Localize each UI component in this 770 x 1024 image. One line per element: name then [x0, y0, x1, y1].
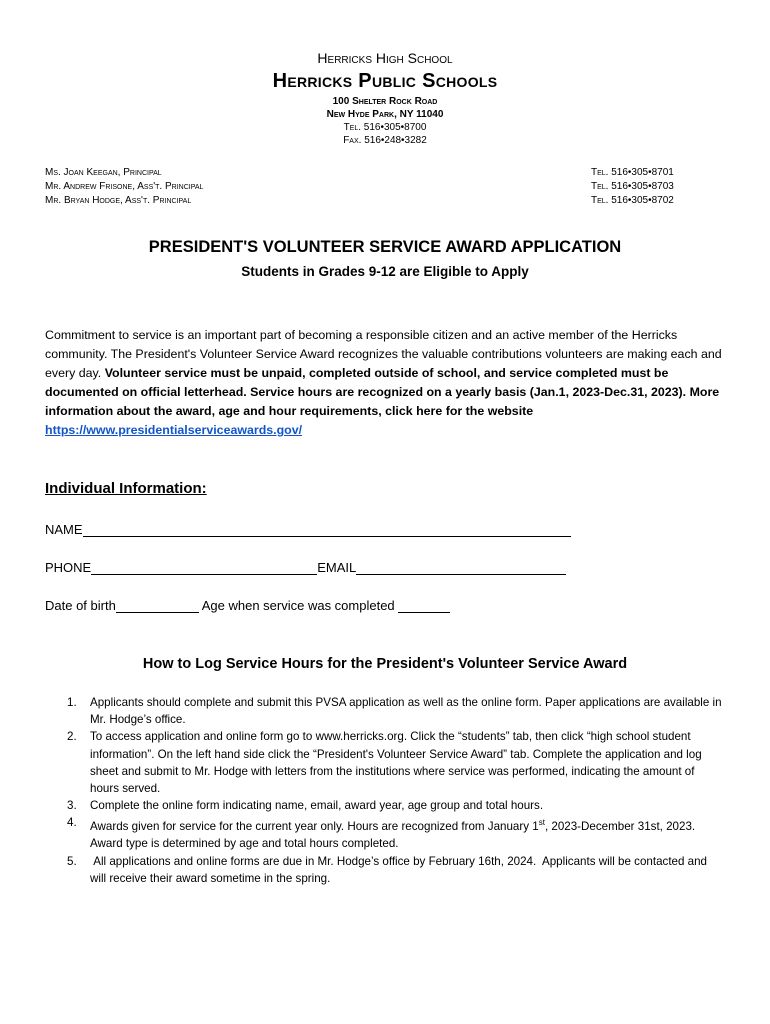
step-text: Awards given for service for the current year only. Hours are recognized from January 1	[90, 820, 539, 834]
address-line-2: New Hyde Park, NY 11040	[326, 109, 444, 120]
age-field[interactable]	[398, 598, 450, 613]
step-text: Complete the online form indicating name, email, award year, age group and total hours.	[90, 799, 544, 813]
intro-paragraph	[45, 326, 735, 440]
intro-requirements: Volunteer service must be unpaid, completed outside of school, and service completed must be documented on official letterhead. Service hours are recognized on a yearly basis (Jan.1, 2023-Dec.31, 2023). More information about the award, age and hour requirements, click here for the website	[45, 366, 720, 418]
name-label: NAME	[45, 522, 83, 537]
age-label: Age when service was completed	[198, 598, 399, 613]
staff-name-principal: Ms. Joan Keegan, Principal	[45, 167, 162, 178]
name-field[interactable]	[83, 522, 571, 537]
contact-row	[45, 560, 566, 575]
staff-phone-principal: Tel. 516•305•8701	[591, 167, 674, 178]
staff-phones	[591, 166, 674, 208]
staff-names	[45, 166, 203, 208]
phone-field[interactable]	[91, 560, 317, 575]
page-subtitle: Students in Grades 9-12 are Eligible to Apply	[241, 264, 529, 279]
dob-field[interactable]	[116, 598, 199, 613]
step-text-cont: , 2023-December 31st, 2023. Award type is determined by age and total hours completed.	[90, 820, 696, 851]
email-label: EMAIL	[317, 560, 357, 575]
step-number: 1.	[67, 696, 77, 709]
list-item	[45, 797, 725, 814]
page-title: PRESIDENT'S VOLUNTEER SERVICE AWARD APPLICATION	[148, 238, 622, 256]
intro-text: Commitment to service is an important part of becoming a responsible citizen and an active member of the Herricks community. The President's Volunteer Service Award recognizes the valuable contributions volunteers are making each and every day.	[45, 328, 722, 380]
step-number: 4.	[67, 816, 77, 830]
main-phone: Tel. 516•305•8700	[343, 122, 427, 133]
staff-phone-asst-principal-2: Tel. 516•305•8702	[591, 195, 674, 206]
list-item	[45, 853, 725, 887]
howto-steps	[45, 694, 725, 887]
individual-info-heading: Individual Information:	[45, 480, 207, 497]
step-number: 5.	[67, 854, 77, 868]
email-field[interactable]	[356, 560, 566, 575]
age-row	[45, 598, 450, 613]
step-text: To access application and online form go to www.herricks.org. Click the “students” tab, then click “high school student information”. On the left hand side click the “President's Volunteer Service Award” tab. Complete the application and log sheet and submit to Mr. Hodge with letters from the institutions where service was performed, indicating the amount of hours served.	[90, 730, 702, 796]
howto-heading: How to Log Service Hours for the President's Volunteer Service Award	[142, 656, 628, 672]
step-number: 2.	[67, 730, 77, 744]
main-fax: Fax. 516•248•3282	[343, 135, 427, 146]
list-item	[45, 814, 725, 852]
step-number: 3.	[67, 799, 77, 813]
award-website-link[interactable]: https://www.presidentialserviceawards.gov/	[45, 423, 303, 437]
list-item	[45, 694, 725, 728]
superscript: st	[538, 818, 545, 828]
staff-name-asst-principal-2: Mr. Bryan Hodge, Ass't. Principal	[45, 195, 192, 206]
name-row	[45, 522, 571, 537]
step-text: Applicants should complete and submit this PVSA application as well as the online form. Paper applications are available in Mr. Hodge’s office.	[90, 696, 722, 727]
phone-label: PHONE	[45, 560, 92, 575]
school-name: Herricks High School	[317, 50, 453, 66]
district-name: Herricks Public Schools	[272, 70, 498, 92]
address-line-1: 100 Shelter Rock Road	[332, 96, 438, 107]
step-text: All applications and online forms are due in Mr. Hodge’s office by February 16th, 2024. Applicants will be contacted and will receive their award sometime in the spring.	[90, 854, 711, 885]
dob-label: Date of birth	[45, 598, 116, 613]
staff-phone-asst-principal-1: Tel. 516•305•8703	[591, 181, 674, 192]
staff-name-asst-principal-1: Mr. Andrew Frisone, Ass't. Principal	[45, 181, 204, 192]
list-item	[45, 728, 725, 797]
